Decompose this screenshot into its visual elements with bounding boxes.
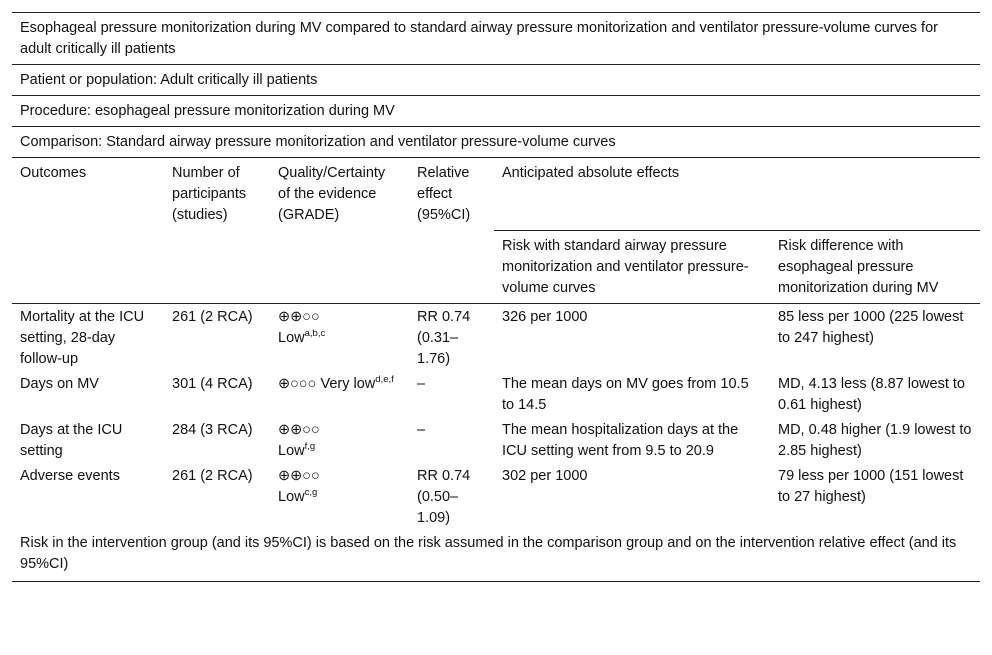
procedure-text: Procedure: esophageal pressure monitorization during MV xyxy=(12,96,980,127)
relative-effect-cell: RR 0.74 (0.50–1.09) xyxy=(417,468,471,526)
header-risk-standard: Risk with standard airway pressure monitorization and ventilator pressure-volume curves xyxy=(494,231,770,304)
grade-symbols-icon: ⊕⊕○○ xyxy=(278,468,320,484)
outcome-cell: Days on MV xyxy=(20,376,99,392)
risk-difference-cell: MD, 0.48 higher (1.9 lowest to 2.85 highest) xyxy=(778,422,972,459)
table-row xyxy=(12,417,980,463)
table-row xyxy=(12,304,980,372)
header-risk-difference: Risk difference with esophageal pressure monitorization during MV xyxy=(770,231,980,304)
header-row xyxy=(12,158,980,231)
risk-standard-cell: The mean hospitalization days at the ICU setting went from 9.5 to 20.9 xyxy=(502,422,739,459)
header-outcomes: Outcomes xyxy=(12,158,164,304)
risk-difference-cell: 79 less per 1000 (151 lowest to 27 highest) xyxy=(778,468,964,505)
quality-cell xyxy=(270,463,409,530)
population-text: Patient or population: Adult critically ill patients xyxy=(12,65,980,96)
risk-standard-cell: The mean days on MV goes from 10.5 to 14.5 xyxy=(502,376,749,413)
quality-cell xyxy=(270,417,409,463)
header-anticipated-effects: Anticipated absolute effects xyxy=(502,165,680,181)
grade-symbols-icon: ⊕○○○ xyxy=(278,376,317,392)
quality-footnote-ref: a,b,c xyxy=(304,328,326,340)
title-row xyxy=(12,13,980,65)
quality-label: Low xyxy=(278,443,305,459)
relative-effect-cell: RR 0.74 (0.31–1.76) xyxy=(417,309,471,367)
participants-cell: 261 (2 RCA) xyxy=(172,468,253,484)
header-relative-effect: Relative effect (95%CI) xyxy=(409,158,494,304)
risk-difference-cell: MD, 4.13 less (8.87 lowest to 0.61 highest) xyxy=(778,376,965,413)
quality-cell xyxy=(270,371,409,417)
participants-cell: 284 (3 RCA) xyxy=(172,422,253,438)
participants-cell: 261 (2 RCA) xyxy=(172,309,253,325)
population-row xyxy=(12,65,980,96)
summary-of-findings-table xyxy=(12,12,980,582)
outcome-cell: Mortality at the ICU setting, 28-day follow-up xyxy=(20,309,145,367)
risk-difference-cell: 85 less per 1000 (225 lowest to 247 highest) xyxy=(778,309,964,346)
grade-symbols-icon: ⊕⊕○○ xyxy=(278,422,320,438)
risk-standard-cell: 326 per 1000 xyxy=(502,309,588,325)
outcome-cell: Adverse events xyxy=(20,468,120,484)
header-quality: Quality/Certainty of the evidence (GRADE) xyxy=(270,158,409,304)
relative-effect-cell: – xyxy=(417,422,426,438)
table-row xyxy=(12,371,980,417)
grade-symbols-icon: ⊕⊕○○ xyxy=(278,309,320,325)
relative-effect-cell: – xyxy=(417,376,426,392)
table-title: Esophageal pressure monitorization during MV compared to standard airway pressure monitorization and ventilator pressure-volume curves for adult critically ill patients xyxy=(12,13,980,65)
quality-label: Very low xyxy=(320,376,376,392)
quality-footnote-ref: c,g xyxy=(304,487,318,499)
header-participants: Number of participants (studies) xyxy=(164,158,270,304)
outcome-cell: Days at the ICU setting xyxy=(20,422,123,459)
quality-footnote-ref: d,e,f xyxy=(375,374,394,386)
footnote-row xyxy=(12,530,980,582)
quality-cell xyxy=(270,304,409,372)
comparison-row xyxy=(12,127,980,158)
footnote-text: Risk in the intervention group (and its 95%CI) is based on the risk assumed in the comparison group and on the intervention relative effect (and its 95%CI) xyxy=(12,530,980,582)
risk-standard-cell: 302 per 1000 xyxy=(502,468,588,484)
quality-label: Low xyxy=(278,489,305,505)
participants-cell: 301 (4 RCA) xyxy=(172,376,253,392)
summary-of-findings-table-wrapper xyxy=(12,12,980,582)
quality-footnote-ref: f,g xyxy=(304,441,316,453)
quality-label: Low xyxy=(278,330,305,346)
comparison-text: Comparison: Standard airway pressure monitorization and ventilator pressure-volume curves xyxy=(12,127,980,158)
table-row xyxy=(12,463,980,530)
procedure-row xyxy=(12,96,980,127)
